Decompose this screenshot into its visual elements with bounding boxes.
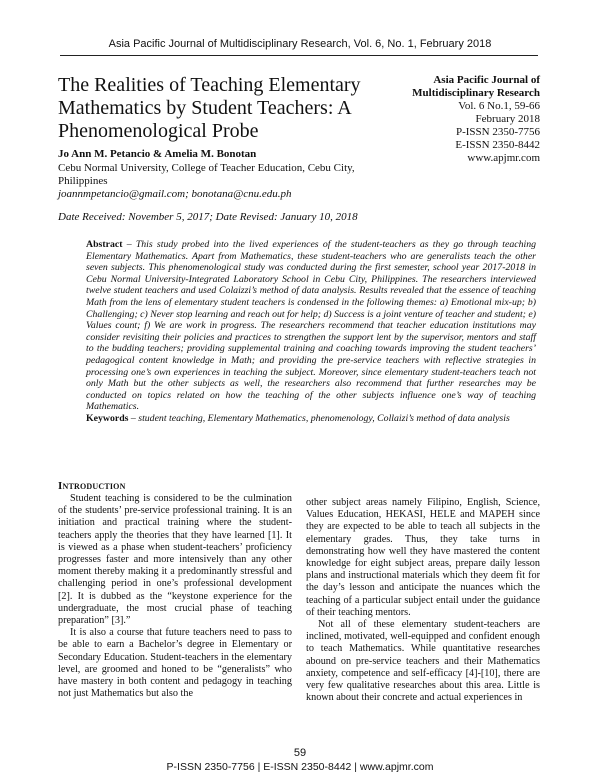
- journal-info-block: [400, 74, 540, 165]
- left-column: [58, 493, 292, 700]
- left-paragraph-2: It is also a course that future teachers need to pass to be able to earn a Bachelor’s degree in Elementary or Secondary Education. Student-teachers in the elementary level, are groomed and honed to be “generalists” who have mastery in both content and pedagogy in teaching not just Mathematics but also the: [58, 627, 292, 700]
- left-paragraph-1: Student teaching is considered to be the culmination of the students’ pre-service professional training. It is an initiation and practical training where the student-teachers apply the theories that they have learned [1]. It is viewed as a phase when student-teachers’ proficiency progresses faster and more intensively than any other moment thereby making it a predominantly stressful and challenging period in one’s professional development [2]. It is dubbed as the “keystone experience for the undergraduate, the most crucial phase of teaching preparation” [3].”: [58, 493, 292, 627]
- abstract-block: [86, 239, 536, 425]
- journal-name-line1: Asia Pacific Journal of: [433, 74, 540, 86]
- author-names: Jo Ann M. Petancio & Amelia M. Bonotan: [58, 148, 257, 160]
- header-rule: [60, 55, 538, 56]
- abstract-paragraph: [86, 239, 536, 413]
- journal-name-line2: Multidisciplinary Research: [412, 87, 540, 99]
- journal-volume: Vol. 6 No.1, 59-66: [458, 100, 540, 112]
- section-heading-introduction: Introduction: [58, 480, 126, 492]
- paper-title: The Realities of Teaching Elementary Mathematics by Student Teachers: A Phenomenological Probe: [58, 74, 361, 142]
- keywords-paragraph: [86, 413, 536, 425]
- keywords-label: Keywords: [86, 412, 129, 424]
- running-head: Asia Pacific Journal of Multidisciplinary Research, Vol. 6, No. 1, February 2018: [108, 38, 492, 50]
- authors-block: [58, 148, 388, 201]
- author-emails[interactable]: joannmpetancio@gmail.com; bonotana@cnu.edu.ph: [58, 188, 292, 200]
- page-number: 59: [293, 747, 307, 759]
- journal-eissn: E-ISSN 2350-8442: [455, 139, 540, 151]
- keywords-text: – student teaching, Elementary Mathematics, phenomenology, Collaizi’s method of data analysis: [130, 412, 510, 424]
- footer-issn: P-ISSN 2350-7756 | E-ISSN 2350-8442 | www.apjmr.com: [166, 761, 434, 773]
- right-paragraph-1: other subject areas namely Filipino, English, Science, Values Education, HEKASI, HELE and MAPEH since they are expected to be able to teach all subjects in the elementary grades. Thus, they take turns in demonstrating how well they have mastered the content knowledge for eight subject areas, prepare daily lesson plans and instructional materials which they deem fit for the day’s lesson and anticipate the nuances which the teaching of a particular subject entail under the guidance of their teaching mentors.: [306, 497, 540, 618]
- journal-website[interactable]: www.apjmr.com: [467, 152, 540, 164]
- author-affiliation: Cebu Normal University, College of Teacher Education, Cebu City, Philippines: [58, 162, 355, 187]
- abstract-text: – This study probed into the lived experiences of the student-teachers as they go through teaching Elementary Mathematics. Apart from Mathematics, these student-teachers who are generalists teach the other seven subjects. This phenomenological study was conducted during the first semester, school year 2017-2018 in Cebu Normal University-Integrated Laboratory School in Cebu City, Philippines. The researchers interviewed twelve student teachers and used Colaizzi’s method of data analysis. Results revealed that the essence of teaching Math from the lens of elementary student teachers is condensed in the following themes: a) Emotional mix-up; b) Challenging; c) Never stop learning and reach out for help; d) Success is a joint venture of teacher and student; e) Values count; f) We are work in progress. The researchers recommend that teacher education institutions may consider revisiting their policies and practices to strengthen the support lent by the supervisor, mentors and staff to the budding teachers; providing supplemental training and coaching towards improving the student teachers’ pedagogical content knowledge in Math; and providing the pre-service teachers with reflective strategies in processing one’s own experiences in teaching the subject. Moreover, since elementary student-teachers teach not only Math but the other subjects as well, the researchers also recommend that further researches may be conducted on topics related on how the teaching of the other subjects influence one’s way of teaching Mathematics.: [86, 239, 536, 413]
- right-column: [306, 497, 540, 704]
- journal-pissn: P-ISSN 2350-7756: [455, 126, 540, 138]
- abstract-label: Abstract: [86, 239, 123, 250]
- right-paragraph-2: Not all of these elementary student-teachers are inclined, motivated, well-equipped and confident enough to teach Mathematics. While quantitative researches abound on pre-service teachers and their Mathematics anxiety, competence and self-efficacy [4]-[10], there are very few qualitative researches about this area. Little is known about their concrete and actual experiences in: [306, 619, 540, 704]
- date-received-revised: Date Received: November 5, 2017; Date Revised: January 10, 2018: [58, 211, 358, 223]
- journal-date: February 2018: [475, 113, 540, 125]
